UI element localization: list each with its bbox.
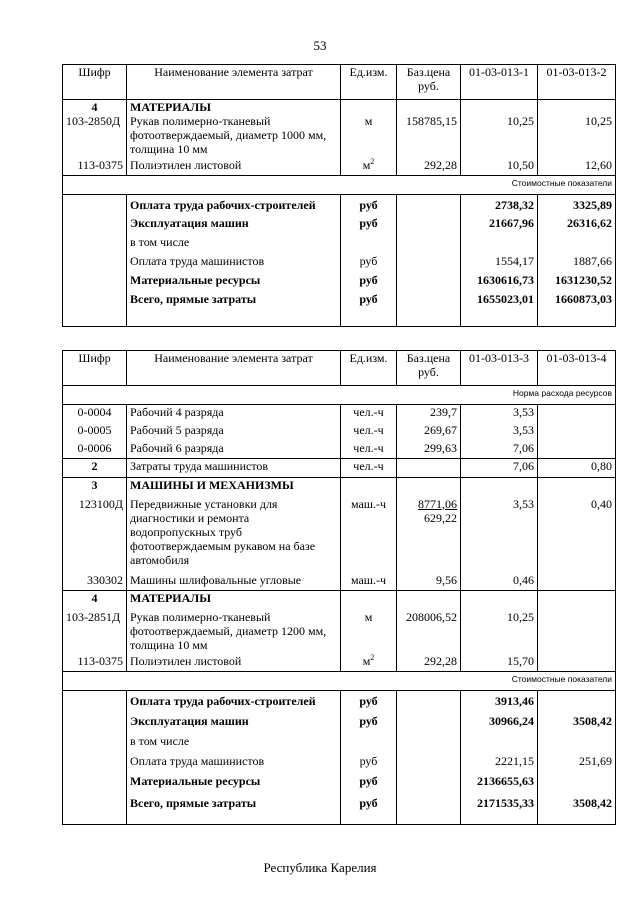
row-value-1: 3,53 [461, 423, 538, 441]
summary-unit: руб [341, 691, 397, 711]
summary-row [63, 235, 616, 254]
summary-row [63, 711, 616, 731]
summary-label: Эксплуатация машин [127, 711, 341, 731]
header-code: Шифр [63, 351, 127, 386]
row-unit: чел.-ч [341, 441, 397, 459]
row-name: Рукав полимерно-тканевый фотоотверждаемый, диаметр 1000 мм, толщина 10 мм [127, 114, 341, 158]
row-code: 123100Д [63, 497, 127, 573]
row-value-2 [538, 423, 616, 441]
summary-value-1: 2136655,63 [461, 771, 538, 791]
summary-value-2: 3325,89 [538, 194, 616, 216]
row-name: Полиэтилен листовой [127, 158, 341, 175]
summary-value-2: 251,69 [538, 751, 616, 771]
section-number: 3 [63, 478, 127, 497]
summary-label: Эксплуатация машин [127, 216, 341, 235]
summary-unit: руб [341, 791, 397, 825]
row-unit: $м^2$ [341, 654, 397, 672]
row-value-2 [538, 405, 616, 423]
header-unit: Ед.изм. [341, 351, 397, 386]
summary-value-1: 2738,32 [461, 194, 538, 216]
summary-unit: руб [341, 771, 397, 791]
summary-label: Оплата труда машинистов [127, 751, 341, 771]
summary-unit: руб [341, 292, 397, 326]
row-code: 0-0004 [63, 405, 127, 423]
summary-label: Оплата труда рабочих-строителей [127, 691, 341, 711]
table-row [63, 497, 616, 573]
summary-unit: руб [341, 194, 397, 216]
row-unit: чел.-ч [341, 459, 397, 478]
cost-indicators-note: Стоимостные показатели [63, 175, 616, 194]
summary-value-2 [538, 771, 616, 791]
row-unit: чел.-ч [341, 405, 397, 423]
row-value-1: 3,53 [461, 405, 538, 423]
header-name: Наименование элемента затрат [127, 351, 341, 386]
row-value-1: 10,50 [461, 158, 538, 175]
row-name: Затраты труда машинистов [127, 459, 341, 478]
row-code: 2 [63, 459, 127, 478]
row-code: 113-0375 [63, 158, 127, 175]
summary-label: Всего, прямые затраты [127, 791, 341, 825]
summary-value-1: 30966,24 [461, 711, 538, 731]
row-value-1: 10,25 [461, 114, 538, 158]
summary-value-2: 3508,42 [538, 711, 616, 731]
row-value-2: 0,40 [538, 497, 616, 573]
summary-row [63, 771, 616, 791]
row-code: 0-0006 [63, 441, 127, 459]
cost-table-1 [62, 64, 616, 327]
summary-value-1: 3913,46 [461, 691, 538, 711]
resource-norm-note: Норма расхода ресурсов [63, 386, 616, 405]
cost-table-2 [62, 350, 616, 825]
row-name: Полиэтилен листовой [127, 654, 341, 672]
summary-row [63, 292, 616, 326]
row-code: 103-2850Д [63, 114, 127, 158]
row-value-1: 15,70 [461, 654, 538, 672]
row-value-2 [538, 573, 616, 591]
row-price: 158785,15 [397, 114, 461, 158]
row-unit: м [341, 114, 397, 158]
table-row [63, 423, 616, 441]
row-value-1: 0,46 [461, 573, 538, 591]
summary-value-2: 3508,42 [538, 791, 616, 825]
summary-row [63, 273, 616, 292]
row-value-1: 10,25 [461, 610, 538, 654]
summary-row [63, 254, 616, 273]
section-title: МАТЕРИАЛЫ [127, 100, 341, 115]
row-unit: маш.-ч [341, 497, 397, 573]
row-price: 9,56 [397, 573, 461, 591]
row-value-2 [538, 654, 616, 672]
summary-label: Оплата труда машинистов [127, 254, 341, 273]
row-value-1: 3,53 [461, 497, 538, 573]
footer-region: Республика Карелия [263, 860, 377, 875]
row-value-1: 7,06 [461, 441, 538, 459]
section-heading [63, 478, 616, 497]
row-price: 239,7 [397, 405, 461, 423]
page-number: 53 [313, 38, 327, 53]
section-heading [63, 591, 616, 610]
summary-label: в том числе [127, 731, 341, 751]
section-number: 4 [63, 591, 127, 610]
header-col2: 01-03-013-2 [538, 65, 616, 100]
section-title: МАТЕРИАЛЫ [127, 591, 341, 610]
row-name: Рукав полимерно-тканевый фотоотверждаемый, диаметр 1200 мм, толщина 10 мм [127, 610, 341, 654]
row-unit: маш.-ч [341, 573, 397, 591]
summary-unit: руб [341, 751, 397, 771]
cost-indicators-note: Стоимостные показатели [63, 672, 616, 691]
row-price: 208006,52 [397, 610, 461, 654]
row-value-2 [538, 441, 616, 459]
summary-row [63, 216, 616, 235]
section-title: МАШИНЫ И МЕХАНИЗМЫ [127, 478, 341, 497]
table-header [63, 351, 616, 386]
row-value-1: 7,06 [461, 459, 538, 478]
summary-value-2: 1887,66 [538, 254, 616, 273]
summary-row [63, 731, 616, 751]
header-col2: 01-03-013-4 [538, 351, 616, 386]
row-value-2: 0,80 [538, 459, 616, 478]
summary-unit: руб [341, 273, 397, 292]
summary-value-2: 1660873,03 [538, 292, 616, 326]
row-price: 292,28 [397, 158, 461, 175]
row-code: 113-0375 [63, 654, 127, 672]
summary-value-2: 1631230,52 [538, 273, 616, 292]
summary-row [63, 691, 616, 711]
summary-row [63, 751, 616, 771]
summary-value-1: 1655023,01 [461, 292, 538, 326]
operator-labor-row [63, 459, 616, 478]
summary-row [63, 194, 616, 216]
row-unit: чел.-ч [341, 423, 397, 441]
row-name: Рабочий 5 разряда [127, 423, 341, 441]
row-unit: м [341, 610, 397, 654]
header-price: Баз.цена руб. [397, 65, 461, 100]
table-row [63, 573, 616, 591]
header-code: Шифр [63, 65, 127, 100]
summary-value-2: 26316,62 [538, 216, 616, 235]
table-row [63, 405, 616, 423]
summary-label: Оплата труда рабочих-строителей [127, 194, 341, 216]
summary-value-1: 2171535,33 [461, 791, 538, 825]
table-row [63, 158, 616, 175]
header-unit: Ед.изм. [341, 65, 397, 100]
row-price: 292,28 [397, 654, 461, 672]
summary-value-2 [538, 691, 616, 711]
row-unit: $м^2$ [341, 158, 397, 175]
row-code: 103-2851Д [63, 610, 127, 654]
row-name: Машины шлифовальные угловые [127, 573, 341, 591]
table-row [63, 610, 616, 654]
summary-label: Материальные ресурсы [127, 273, 341, 292]
table-header [63, 65, 616, 100]
row-code: 0-0005 [63, 423, 127, 441]
section-number: 4 [63, 100, 127, 115]
header-col1: 01-03-013-1 [461, 65, 538, 100]
row-price: 269,67 [397, 423, 461, 441]
header-col1: 01-03-013-3 [461, 351, 538, 386]
summary-label: Материальные ресурсы [127, 771, 341, 791]
summary-label: Всего, прямые затраты [127, 292, 341, 326]
row-code: 330302 [63, 573, 127, 591]
row-price: 299,63 [397, 441, 461, 459]
summary-value-1: 1554,17 [461, 254, 538, 273]
summary-value-1: 21667,96 [461, 216, 538, 235]
table-row [63, 114, 616, 158]
row-value-2: 10,25 [538, 114, 616, 158]
summary-unit: руб [341, 254, 397, 273]
summary-row [63, 791, 616, 825]
row-name: Передвижные установки для диагностики и ремонта водопропускных труб фотоотверждаемым рукавом на базе автомобиля [127, 497, 341, 573]
summary-unit: руб [341, 711, 397, 731]
header-price: Баз.цена руб. [397, 351, 461, 386]
row-price [397, 459, 461, 478]
header-name: Наименование элемента затрат [127, 65, 341, 100]
row-price: 8771,06 629,22 [397, 497, 461, 573]
row-name: Рабочий 4 разряда [127, 405, 341, 423]
row-value-2: 12,60 [538, 158, 616, 175]
table-row [63, 441, 616, 459]
row-name: Рабочий 6 разряда [127, 441, 341, 459]
table-row [63, 654, 616, 672]
row-value-2 [538, 610, 616, 654]
summary-unit: руб [341, 216, 397, 235]
section-heading [63, 100, 616, 115]
summary-value-1: 1630616,73 [461, 273, 538, 292]
summary-label: в том числе [127, 235, 341, 254]
summary-value-1: 2221,15 [461, 751, 538, 771]
